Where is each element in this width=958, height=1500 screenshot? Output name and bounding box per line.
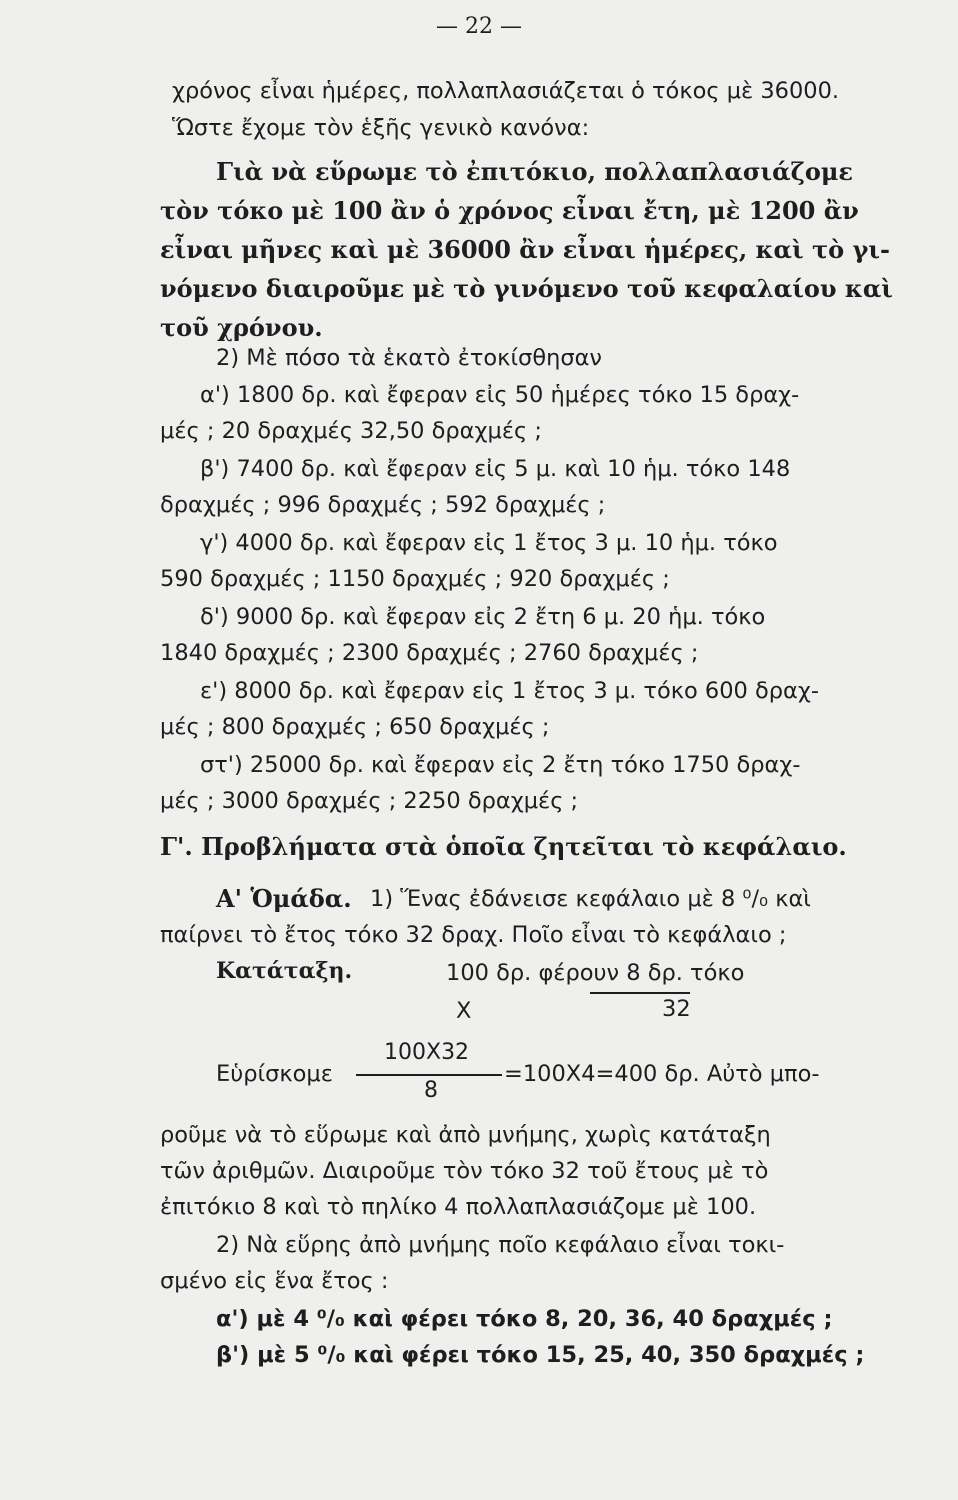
- text-line: ροῦμε νὰ τὸ εὕρωμε καὶ ἀπὸ μνήμης, χωρὶς κατάταξη: [160, 1122, 771, 1148]
- exercise-line: 1840 δραχμές ; 2300 δραχμές ; 2760 δραχμές ;: [160, 640, 699, 666]
- arrangement-label: Κατάταξη.: [216, 958, 353, 984]
- rule-line: τὸν τόκο μὲ 100 ἂν ὁ χρόνος εἶναι ἔτη, μὲ 1200 ἂν: [160, 196, 859, 225]
- problem-line: παίρνει τὸ ἔτος τόκο 32 δραχ. Ποῖο εἶναι τὸ κεφάλαιο ;: [160, 922, 787, 948]
- formula-label: Εὑρίσκομε: [216, 1061, 333, 1087]
- problem-line: 1) Ἕνας ἐδάνεισε κεφάλαιο μὲ 8 ⁰/₀ καὶ: [370, 886, 811, 912]
- text-line: τῶν ἀριθμῶν. Διαιροῦμε τὸν τόκο 32 τοῦ ἔτους μὲ τὸ: [160, 1158, 769, 1184]
- exercise-line: α') 1800 δρ. καὶ ἔφεραν εἰς 50 ἡμέρες τόκο 15 δραχ-: [200, 382, 800, 408]
- exercise-line: δραχμές ; 996 δραχμές ; 592 δραχμές ;: [160, 492, 606, 518]
- text-line: Ὥστε ἔχομε τὸν ἑξῆς γενικὸ κανόνα:: [172, 115, 590, 141]
- rule-line: εἶναι μῆνες καὶ μὲ 36000 ἂν εἶναι ἡμέρες, καὶ τὸ γι-: [160, 235, 890, 264]
- text-line: χρόνος εἶναι ἡμέρες, πολλαπλασιάζεται ὁ τόκος μὲ 36000.: [172, 78, 840, 104]
- problem-line: β') μὲ 5 ⁰/₀ καὶ φέρει τόκο 15, 25, 40, 350 δραχμές ;: [216, 1342, 865, 1368]
- text-line: ἐπιτόκιο 8 καὶ τὸ πηλίκο 4 πολλαπλασιάζομε μὲ 100.: [160, 1194, 757, 1220]
- exercise-line: β') 7400 δρ. καὶ ἔφεραν εἰς 5 μ. καὶ 10 ἡμ. τόκο 148: [200, 456, 791, 482]
- rule-line: Γιὰ νὰ εὕρωμε τὸ ἐπιτόκιο, πολλαπλασιάζομε: [216, 157, 853, 186]
- exercise-line: ε') 8000 δρ. καὶ ἔφεραν εἰς 1 ἔτος 3 μ. τόκο 600 δραχ-: [200, 678, 820, 704]
- arrangement-rule: [590, 992, 690, 994]
- fraction-numerator: 100Χ32: [384, 1040, 470, 1065]
- problem-line: 2) Νὰ εὕρης ἀπὸ μνήμης ποῖο κεφάλαιο εἶναι τοκι-: [216, 1232, 785, 1258]
- rule-line: τοῦ χρόνου.: [160, 313, 323, 342]
- arrangement-unknown: Χ: [456, 998, 472, 1024]
- exercise-line: γ') 4000 δρ. καὶ ἔφεραν εἰς 1 ἔτος 3 μ. 10 ἡμ. τόκο: [200, 530, 778, 556]
- fraction-denominator: 8: [424, 1078, 438, 1103]
- exercise-line: μές ; 20 δραχμές 32,50 δραχμές ;: [160, 418, 542, 444]
- exercise-line: μές ; 800 δραχμές ; 650 δραχμές ;: [160, 714, 550, 740]
- problem-line: α') μὲ 4 ⁰/₀ καὶ φέρει τόκο 8, 20, 36, 40 δραχμές ;: [216, 1306, 833, 1332]
- arrangement-row: 100 δρ. φέρουν 8 δρ. τόκο: [446, 960, 745, 986]
- exercise-line: 590 δραχμές ; 1150 δραχμές ; 920 δραχμές ;: [160, 566, 670, 592]
- exercise-line: μές ; 3000 δραχμές ; 2250 δραχμές ;: [160, 788, 579, 814]
- problem-line: σμένο εἰς ἕνα ἔτος :: [160, 1268, 389, 1294]
- arrangement-value: 32: [662, 996, 691, 1022]
- section-heading: Γ'. Προβλήματα στὰ ὁποῖα ζητεῖται τὸ κεφάλαιο.: [160, 832, 847, 861]
- exercise-line: δ') 9000 δρ. καὶ ἔφεραν εἰς 2 ἔτη 6 μ. 20 ἡμ. τόκο: [200, 604, 766, 630]
- formula-result: =100Χ4=400 δρ. Αὐτὸ μπο-: [504, 1061, 820, 1087]
- exercise-line: στ') 25000 δρ. καὶ ἔφεραν εἰς 2 ἔτη τόκο 1750 δραχ-: [200, 752, 801, 778]
- fraction-bar: [356, 1074, 502, 1076]
- exercise-heading: 2) Μὲ πόσο τὰ ἑκατὸ ἐτοκίσθησαν: [216, 345, 603, 371]
- rule-line: νόμενο διαιροῦμε μὲ τὸ γινόμενο τοῦ κεφαλαίου καὶ: [160, 274, 893, 303]
- group-heading: Α' Ὁμάδα.: [216, 884, 352, 913]
- page-number: — 22 —: [436, 14, 522, 39]
